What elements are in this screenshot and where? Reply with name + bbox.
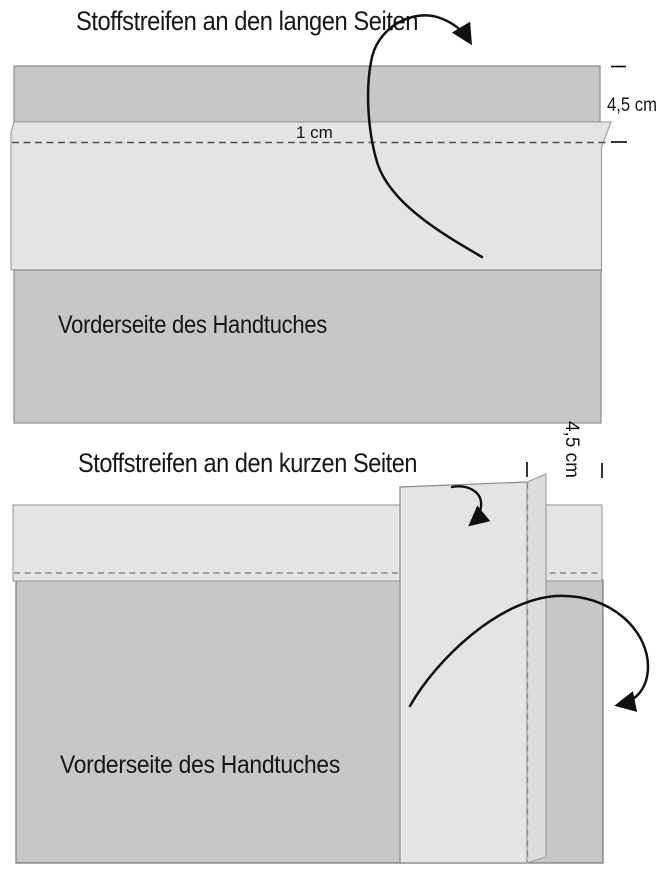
vertical-strip-flap — [527, 474, 546, 863]
bottom-strip-width-label: 4,5 cm — [561, 421, 582, 479]
top-seam-allowance-label: 1 cm — [296, 123, 333, 142]
top-diagram — [11, 6, 657, 423]
top-towel-rect — [14, 270, 601, 423]
vertical-strip-rect — [400, 482, 527, 863]
bottom-towel-label: Vorderseite des Handtuches — [60, 751, 340, 779]
bottom-diagram-title: Stoffstreifen an den kurzen Seiten — [78, 448, 417, 478]
top-strip-front-band — [11, 122, 611, 270]
top-strip-back-rect — [14, 66, 600, 122]
bottom-diagram — [13, 421, 648, 863]
top-diagram-title: Stoffstreifen an den langen Seiten — [76, 6, 418, 36]
top-strip-width-label: 4,5 cm — [607, 95, 657, 116]
top-towel-label: Vorderseite des Handtuches — [58, 311, 327, 339]
